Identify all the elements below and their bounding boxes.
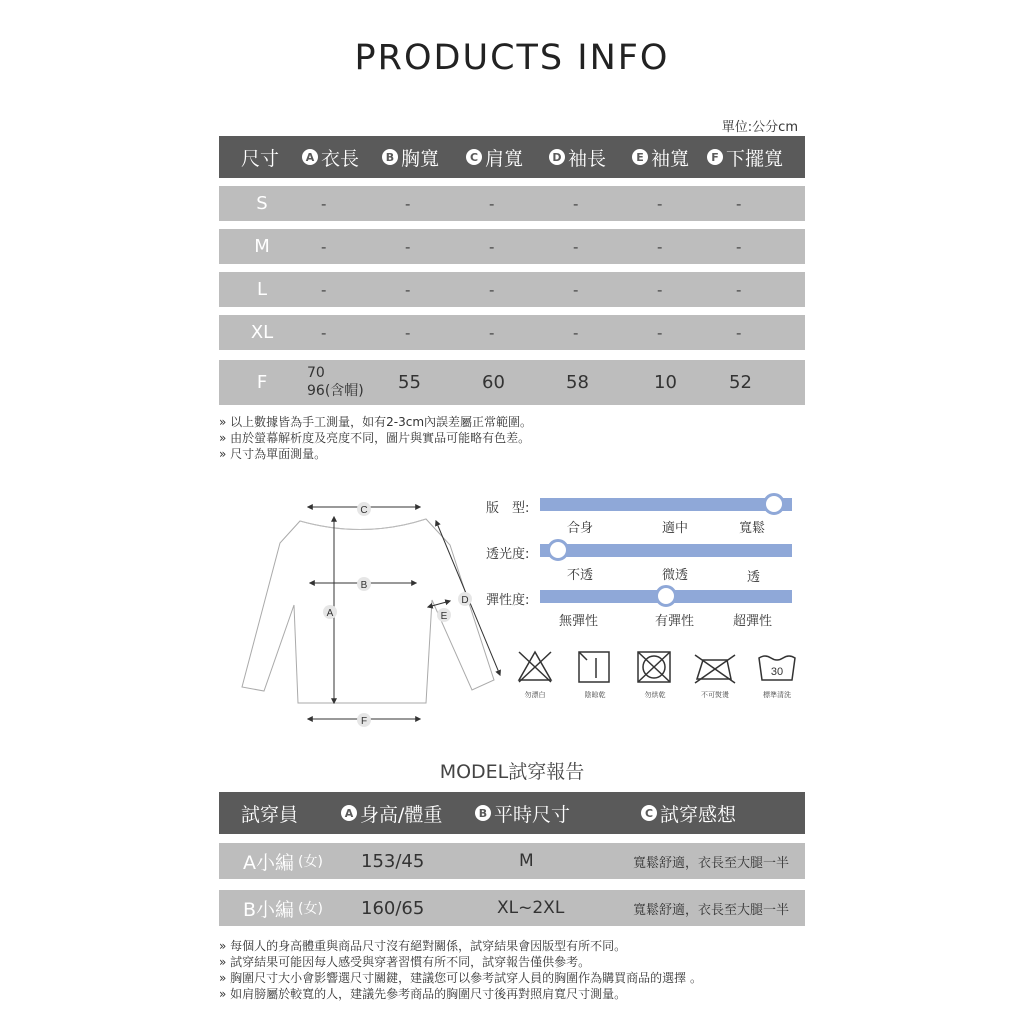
cell-chest: 55	[398, 372, 421, 393]
badge-c: C	[466, 149, 482, 165]
cell-length: -	[321, 194, 327, 213]
header-height-weight	[341, 792, 442, 834]
cell-hem: -	[736, 194, 742, 213]
header-sleeve-length	[549, 136, 606, 178]
size-table-header	[219, 136, 805, 178]
cell-shoulder: -	[489, 323, 495, 342]
care-label: 勿烘乾	[644, 691, 666, 699]
cell-sleeve-width: 10	[654, 372, 677, 393]
header-height-weight-label: 身高/體重	[360, 803, 443, 826]
header-chest	[382, 136, 439, 178]
tester-usual-size: M	[519, 851, 534, 871]
header-length-label: 衣長	[321, 147, 360, 170]
header-sleeve-length-label: 袖長	[568, 147, 607, 170]
header-sleeve-width	[632, 136, 689, 178]
fit-type-option: 適中	[662, 521, 689, 536]
wash-temp: 30	[770, 666, 784, 678]
size-label: XL	[250, 322, 274, 343]
badge-a: A	[341, 805, 357, 821]
care-label: 勿漂白	[524, 691, 546, 699]
cell-hem: -	[736, 323, 742, 342]
label-c: C	[360, 505, 368, 516]
header-size-label: 尺寸	[241, 147, 280, 170]
no-bleach-icon	[519, 652, 551, 682]
header-size	[241, 136, 279, 178]
badge-b: B	[382, 149, 398, 165]
note-item: » 由於螢幕解析度及亮度不同，圖片與實品可能略有色差。	[219, 431, 531, 445]
tester-name	[243, 890, 323, 926]
cell-chest: -	[405, 280, 411, 299]
fit-type-bar	[540, 498, 792, 511]
elasticity-label: 彈性度:	[486, 593, 530, 608]
cell-shoulder: 60	[482, 372, 505, 393]
cell-hem: -	[736, 280, 742, 299]
model-note-item: » 試穿結果可能因每人感受與穿著習慣有所不同，試穿報告僅供參考。	[219, 955, 591, 969]
model-report-title: MODEL試穿報告	[439, 761, 585, 783]
size-row-l	[219, 272, 805, 307]
elasticity-option: 超彈性	[733, 614, 773, 629]
cell-sleeve-width: -	[657, 323, 663, 342]
model-row	[219, 890, 805, 926]
fit-type-label: 版 型:	[486, 501, 530, 516]
cell-sleeve-length: -	[573, 237, 579, 256]
label-a: A	[326, 608, 334, 619]
elasticity-knob	[655, 585, 677, 607]
transparency-option: 不透	[567, 568, 594, 583]
cell-sleeve-length: -	[573, 323, 579, 342]
fit-type-option: 合身	[567, 521, 594, 536]
cell-sleeve-length: -	[573, 194, 579, 213]
size-row-s	[219, 186, 805, 221]
tester-height-weight: 153/45	[361, 850, 425, 872]
cell-hem: 52	[729, 372, 752, 393]
tester-name-text: A小編	[243, 851, 294, 874]
cell-length	[307, 364, 364, 400]
header-tester-label: 試穿員	[241, 803, 299, 826]
cell-sleeve-width: -	[657, 280, 663, 299]
header-length	[302, 136, 359, 178]
model-note-item: » 如肩膀屬於較寬的人，建議先參考商品的胸圍尺寸後再對照肩寬尺寸測量。	[219, 987, 627, 1001]
model-table-header	[219, 792, 805, 834]
badge-b: B	[475, 805, 491, 821]
cell-sleeve-width: -	[657, 194, 663, 213]
model-row	[219, 843, 805, 879]
cell-chest: -	[405, 323, 411, 342]
header-feedback-label: 試穿感想	[660, 803, 737, 826]
size-label: S	[256, 193, 268, 214]
transparency-label: 透光度:	[486, 547, 530, 562]
size-label: F	[256, 372, 268, 393]
fit-indicators	[486, 497, 794, 637]
model-note-item: » 胸圍尺寸大小會影響選尺寸關鍵，建議您可以參考試穿人員的胸圍作為購買商品的選擇 。	[219, 971, 702, 985]
shade-dry-icon	[579, 652, 609, 682]
care-label: 陰晾乾	[584, 691, 606, 699]
length-value: 70	[307, 365, 325, 381]
size-row-f	[219, 360, 805, 405]
label-f: F	[360, 716, 368, 727]
cell-chest: -	[405, 194, 411, 213]
tester-gender: (女)	[298, 854, 323, 870]
header-feedback	[641, 792, 736, 834]
no-tumble-dry-icon	[638, 652, 670, 682]
unit-label: 單位:公分cm	[721, 120, 798, 135]
transparency-option: 透	[747, 570, 761, 585]
header-sleeve-width-label: 袖寬	[651, 147, 690, 170]
cell-length: -	[321, 280, 327, 299]
tester-name-text: B小編	[243, 898, 295, 921]
header-hem-label: 下擺寬	[726, 147, 784, 170]
model-note-item: » 每個人的身高體重與商品尺寸沒有絕對關係，試穿結果會因版型有所不同。	[219, 939, 627, 953]
transparency-bar	[540, 544, 792, 557]
header-tester	[241, 792, 298, 834]
label-d: D	[461, 595, 469, 606]
no-iron-icon	[695, 655, 735, 683]
transparency-knob	[547, 539, 569, 561]
transparency-option: 微透	[662, 568, 689, 583]
header-usual-size	[475, 792, 570, 834]
cell-length: -	[321, 323, 327, 342]
tester-gender: (女)	[298, 901, 323, 917]
label-e: E	[440, 611, 448, 622]
tester-height-weight: 160/65	[361, 897, 425, 919]
fit-type-option: 寬鬆	[739, 521, 766, 536]
header-chest-label: 胸寬	[401, 147, 440, 170]
cell-chest: -	[405, 237, 411, 256]
elasticity-option: 有彈性	[655, 614, 695, 629]
elasticity-option: 無彈性	[559, 614, 599, 629]
care-label: 標準清洗	[763, 691, 791, 699]
fit-type-knob	[763, 493, 785, 515]
header-shoulder	[466, 136, 523, 178]
size-notes	[219, 414, 532, 462]
header-shoulder-label: 肩寬	[485, 147, 524, 170]
cell-shoulder: -	[489, 280, 495, 299]
model-notes	[219, 938, 702, 1002]
badge-f: F	[707, 149, 723, 165]
shirt-outline	[242, 519, 494, 703]
garment-diagram	[236, 495, 508, 740]
cell-sleeve-length: -	[573, 280, 579, 299]
note-item: » 尺寸為單面測量。	[219, 447, 327, 461]
tester-feedback: 寬鬆舒適，衣長至大腿一半	[633, 902, 790, 918]
cell-length: -	[321, 237, 327, 256]
size-label: L	[256, 279, 268, 300]
tester-name	[243, 843, 323, 879]
size-row-xl	[219, 315, 805, 350]
note-item: » 以上數據皆為手工測量，如有2-3cm內誤差屬正常範圍。	[219, 415, 533, 429]
tester-feedback: 寬鬆舒適，衣長至大腿一半	[633, 855, 790, 871]
cell-sleeve-width: -	[657, 237, 663, 256]
badge-e: E	[632, 149, 648, 165]
tester-usual-size: XL~2XL	[497, 898, 565, 918]
cell-hem: -	[736, 237, 742, 256]
badge-c: C	[641, 805, 657, 821]
badge-a: A	[302, 149, 318, 165]
care-label: 不可熨燙	[701, 691, 729, 699]
header-usual-size-label: 平時尺寸	[494, 803, 571, 826]
care-icons	[505, 648, 805, 688]
cell-shoulder: -	[489, 194, 495, 213]
page-title: PRODUCTS INFO	[354, 38, 670, 78]
size-label: M	[254, 236, 270, 257]
label-b: B	[360, 580, 368, 591]
length-with-hood-value: 96(含帽)	[307, 383, 364, 399]
badge-d: D	[549, 149, 565, 165]
cell-sleeve-length: 58	[566, 372, 589, 393]
size-row-m	[219, 229, 805, 264]
header-hem	[707, 136, 783, 178]
cell-shoulder: -	[489, 237, 495, 256]
